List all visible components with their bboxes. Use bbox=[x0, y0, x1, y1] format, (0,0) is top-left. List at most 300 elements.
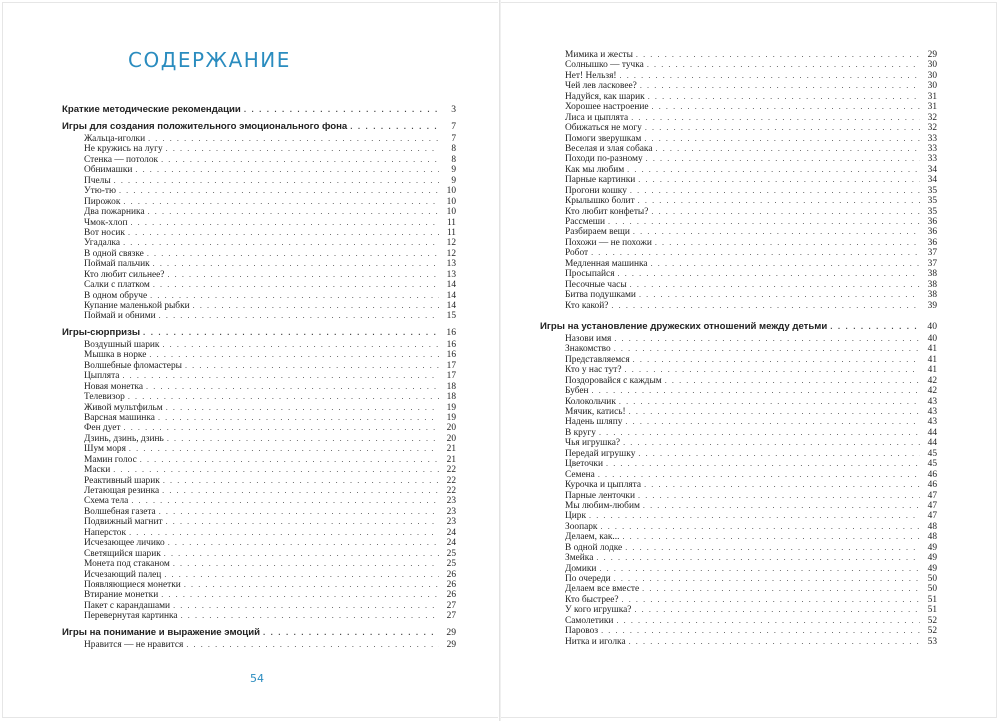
toc-entry bbox=[62, 403, 456, 413]
entry-title: Знакомство bbox=[565, 344, 611, 355]
toc-entry bbox=[540, 438, 937, 448]
entry-page: 22 bbox=[446, 465, 456, 476]
dot-leader bbox=[616, 616, 920, 626]
entry-title: Игры на установление дружеских отношений между детьми bbox=[540, 320, 828, 332]
entry-title: Хорошее настроение bbox=[565, 102, 649, 113]
entry-page: 46 bbox=[927, 469, 937, 480]
entry-page: 36 bbox=[927, 217, 937, 227]
entry-title: Надуйся, как шарик bbox=[565, 91, 645, 102]
dot-leader bbox=[244, 104, 439, 116]
entry-page: 26 bbox=[446, 569, 456, 580]
entry-title: Нитка и иголка bbox=[565, 636, 626, 647]
toc-entry bbox=[540, 154, 937, 164]
entry-page: 8 bbox=[451, 154, 456, 165]
entry-title: В одной связке bbox=[84, 248, 144, 259]
entry-page: 14 bbox=[446, 301, 456, 311]
toc-entry bbox=[540, 301, 937, 311]
entry-page: 18 bbox=[446, 392, 456, 403]
dot-leader bbox=[153, 259, 439, 269]
toc-left-column bbox=[62, 104, 456, 655]
dot-leader bbox=[131, 496, 439, 506]
entry-title: Вот носик bbox=[84, 227, 125, 238]
dot-leader bbox=[648, 92, 920, 102]
entry-title: Пчелы bbox=[84, 175, 111, 186]
page-number: 54 bbox=[250, 672, 264, 685]
entry-page: 38 bbox=[927, 269, 937, 280]
toc-entry bbox=[62, 249, 456, 259]
dot-leader bbox=[147, 249, 439, 259]
entry-page: 33 bbox=[927, 133, 937, 144]
toc-entry bbox=[62, 340, 456, 350]
entry-page: 32 bbox=[927, 112, 937, 123]
toc-entry bbox=[62, 570, 456, 580]
entry-title: Делаем, как... bbox=[565, 532, 620, 543]
entry-page: 32 bbox=[927, 123, 937, 134]
entry-title: Кто какой? bbox=[565, 300, 609, 311]
toc-entry bbox=[540, 584, 937, 594]
entry-page: 36 bbox=[927, 237, 937, 248]
entry-page: 44 bbox=[927, 438, 937, 449]
toc-entry bbox=[540, 459, 937, 469]
entry-title: Цыплята bbox=[84, 371, 120, 382]
entry-title: У кого игрушка? bbox=[565, 605, 632, 616]
toc-section-entry bbox=[62, 327, 456, 339]
entry-title: Крылышко болит bbox=[565, 196, 635, 207]
entry-title: Не кружись на лугу bbox=[84, 144, 163, 155]
dot-leader bbox=[173, 559, 439, 569]
toc-entry bbox=[540, 207, 937, 217]
entry-page: 11 bbox=[446, 227, 456, 238]
toc-entry bbox=[540, 290, 937, 300]
entry-page: 10 bbox=[446, 186, 456, 197]
toc-entry bbox=[540, 144, 937, 154]
toc-entry bbox=[540, 60, 937, 70]
toc-entry bbox=[62, 176, 456, 186]
entry-page: 31 bbox=[927, 102, 937, 113]
entry-page: 53 bbox=[927, 636, 937, 647]
entry-title: Варсная машинка bbox=[84, 412, 155, 423]
entry-page: 25 bbox=[446, 548, 456, 559]
dot-leader bbox=[643, 501, 920, 511]
dot-leader bbox=[599, 428, 920, 438]
entry-page: 36 bbox=[927, 227, 937, 238]
toc-entry bbox=[62, 361, 456, 371]
toc-entry bbox=[540, 532, 937, 542]
entry-page: 27 bbox=[446, 611, 456, 622]
entry-page: 29 bbox=[446, 626, 456, 638]
toc-entry bbox=[62, 301, 456, 311]
dot-leader bbox=[130, 218, 439, 228]
toc-entry bbox=[62, 291, 456, 301]
entry-title: Кто любит сильнее? bbox=[84, 269, 165, 280]
toc-entry bbox=[62, 517, 456, 527]
entry-title: Втирание монетки bbox=[84, 590, 159, 601]
toc-entry bbox=[540, 553, 937, 563]
entry-title: Игры на понимание и выражение эмоций bbox=[62, 626, 261, 638]
toc-entry bbox=[62, 580, 456, 590]
dot-leader bbox=[143, 327, 439, 339]
entry-page: 38 bbox=[927, 279, 937, 290]
dot-leader bbox=[128, 228, 439, 238]
toc-entry bbox=[540, 196, 937, 206]
toc-entry bbox=[62, 155, 456, 165]
entry-title: Кто у нас тут? bbox=[565, 365, 622, 376]
entry-title: В одном обруче bbox=[84, 290, 148, 301]
entry-title: Пакет с карандашами bbox=[84, 600, 171, 611]
entry-page: 24 bbox=[446, 538, 456, 549]
entry-page: 37 bbox=[927, 248, 937, 259]
toc-entry bbox=[62, 455, 456, 465]
dot-leader bbox=[163, 476, 439, 486]
dot-leader bbox=[614, 574, 920, 584]
entry-page: 9 bbox=[451, 175, 456, 186]
entry-page: 39 bbox=[927, 300, 937, 311]
entry-title: Подвижный магнит bbox=[84, 517, 163, 528]
entry-page: 33 bbox=[927, 154, 937, 165]
entry-title: Курочка и цыплята bbox=[565, 480, 642, 491]
entry-page: 20 bbox=[446, 423, 456, 434]
dot-leader bbox=[634, 605, 920, 615]
entry-page: 30 bbox=[927, 60, 937, 71]
dot-leader bbox=[158, 413, 439, 423]
toc-entry bbox=[540, 407, 937, 417]
toc-entry bbox=[62, 311, 456, 321]
dot-leader bbox=[656, 144, 921, 154]
toc-entry bbox=[540, 217, 937, 227]
toc-entry bbox=[540, 355, 937, 365]
toc-entry bbox=[540, 123, 937, 133]
entry-page: 30 bbox=[927, 81, 937, 92]
entry-page: 21 bbox=[446, 444, 456, 455]
dot-leader bbox=[589, 511, 920, 521]
entry-title: Реактивный шарик bbox=[84, 475, 160, 486]
entry-title: Похожи — не похожи bbox=[565, 237, 652, 248]
toc-entry bbox=[62, 465, 456, 475]
entry-title: Парные ленточки bbox=[565, 490, 636, 501]
dot-leader bbox=[159, 507, 439, 517]
toc-entry bbox=[540, 248, 937, 258]
dot-leader bbox=[186, 640, 439, 650]
entry-page: 26 bbox=[446, 579, 456, 590]
entry-page: 50 bbox=[927, 574, 937, 584]
toc-entry bbox=[62, 165, 456, 175]
toc-entry bbox=[540, 269, 937, 279]
dot-leader bbox=[161, 590, 439, 600]
toc-section bbox=[62, 627, 456, 650]
toc-entry bbox=[540, 165, 937, 175]
entry-page: 48 bbox=[927, 532, 937, 543]
toc-entry bbox=[62, 228, 456, 238]
entry-title: Монета под стаканом bbox=[84, 559, 170, 570]
entry-title: Рассмеши bbox=[565, 217, 606, 227]
entry-title: Парные картинки bbox=[565, 175, 636, 186]
entry-page: 51 bbox=[927, 594, 937, 605]
entry-title: Схема тела bbox=[84, 496, 129, 507]
dot-leader bbox=[122, 371, 439, 381]
dot-leader bbox=[119, 186, 439, 196]
toc-entry bbox=[62, 444, 456, 454]
toc-entry bbox=[540, 134, 937, 144]
toc-entry bbox=[62, 371, 456, 381]
entry-page: 19 bbox=[446, 412, 456, 423]
dot-leader bbox=[601, 626, 920, 636]
toc-entry bbox=[540, 616, 937, 626]
entry-title: Дзинь, дзинь, дзинь bbox=[84, 433, 164, 444]
dot-leader bbox=[622, 532, 920, 542]
entry-title: Мы любим-любим bbox=[565, 500, 640, 511]
dot-leader bbox=[611, 301, 920, 311]
dot-leader bbox=[639, 290, 920, 300]
toc-entry bbox=[62, 538, 456, 548]
entry-page: 29 bbox=[927, 50, 937, 60]
dot-leader bbox=[638, 491, 920, 501]
toc-entry bbox=[540, 543, 937, 553]
entry-page: 16 bbox=[446, 339, 456, 350]
entry-page: 8 bbox=[451, 144, 456, 155]
toc-section-entry bbox=[62, 627, 456, 639]
entry-page: 35 bbox=[927, 206, 937, 217]
entry-page: 17 bbox=[446, 371, 456, 382]
dot-leader bbox=[150, 291, 439, 301]
entry-title: Мышка в норке bbox=[84, 350, 147, 361]
dot-leader bbox=[638, 175, 920, 185]
entry-title: Светящийся шарик bbox=[84, 548, 161, 559]
entry-title: Утю-тю bbox=[84, 186, 116, 197]
toc-entry bbox=[62, 280, 456, 290]
toc-entry bbox=[62, 423, 456, 433]
toc-title: СОДЕРЖАНИЕ bbox=[128, 48, 291, 72]
toc-entry bbox=[540, 605, 937, 615]
dot-leader bbox=[164, 549, 439, 559]
dot-leader bbox=[665, 376, 920, 386]
toc-entry bbox=[540, 50, 937, 60]
entry-page: 24 bbox=[446, 527, 456, 538]
entry-page: 44 bbox=[927, 427, 937, 438]
toc-entry bbox=[540, 344, 937, 354]
entry-page: 49 bbox=[927, 553, 937, 564]
entry-title: Просыпайся bbox=[565, 269, 615, 280]
entry-page: 16 bbox=[446, 326, 456, 338]
dot-leader bbox=[618, 269, 920, 279]
toc-entry bbox=[540, 186, 937, 196]
dot-leader bbox=[166, 517, 439, 527]
toc-entry bbox=[540, 386, 937, 396]
entry-page: 47 bbox=[927, 511, 937, 522]
entry-page: 45 bbox=[927, 459, 937, 470]
toc-section bbox=[62, 327, 456, 622]
toc-entry bbox=[62, 197, 456, 207]
entry-title: Лиса и цыплята bbox=[565, 112, 629, 123]
dot-leader bbox=[633, 355, 920, 365]
entry-page: 18 bbox=[446, 381, 456, 392]
toc-section-entry bbox=[540, 321, 937, 333]
dot-leader bbox=[164, 570, 439, 580]
entry-page: 30 bbox=[927, 70, 937, 81]
toc-entry bbox=[540, 626, 937, 636]
entry-page: 25 bbox=[446, 559, 456, 570]
entry-page: 15 bbox=[446, 311, 456, 322]
entry-page: 23 bbox=[446, 517, 456, 528]
toc-entry bbox=[540, 280, 937, 290]
entry-page: 17 bbox=[446, 360, 456, 371]
entry-page: 46 bbox=[927, 480, 937, 491]
dot-leader bbox=[619, 397, 920, 407]
entry-page: 7 bbox=[451, 121, 456, 132]
entry-page: 21 bbox=[446, 454, 456, 465]
dot-leader bbox=[623, 438, 920, 448]
toc-entry bbox=[62, 259, 456, 269]
dot-leader bbox=[601, 522, 921, 532]
entry-title: Змейка bbox=[565, 553, 594, 564]
entry-title: Волшебная газета bbox=[84, 506, 156, 517]
dot-leader bbox=[830, 321, 920, 333]
dot-leader bbox=[636, 50, 920, 60]
entry-page: 23 bbox=[446, 506, 456, 517]
entry-title: Цирк bbox=[565, 511, 587, 522]
toc-entry bbox=[540, 113, 937, 123]
entry-page: 22 bbox=[446, 475, 456, 486]
entry-title: Обнимашки bbox=[84, 165, 133, 176]
dot-leader bbox=[642, 584, 920, 594]
entry-title: Игры для создания положительного эмоционального фона bbox=[62, 121, 348, 132]
toc-entry bbox=[62, 528, 456, 538]
toc-section-entry bbox=[62, 104, 456, 116]
dot-leader bbox=[646, 154, 920, 164]
dot-leader bbox=[159, 311, 439, 321]
entry-title: Мячик, катись! bbox=[565, 407, 626, 417]
entry-page: 49 bbox=[927, 563, 937, 574]
toc-entry bbox=[540, 417, 937, 427]
dot-leader bbox=[148, 134, 439, 144]
entry-title: Поздоровайся с каждым bbox=[565, 375, 662, 386]
book-gutter bbox=[499, 0, 501, 721]
entry-page: 34 bbox=[927, 164, 937, 175]
entry-title: Кто быстрее? bbox=[565, 594, 619, 605]
dot-leader bbox=[630, 280, 920, 290]
entry-page: 20 bbox=[446, 433, 456, 444]
toc-entry bbox=[540, 102, 937, 112]
toc-entry bbox=[540, 564, 937, 574]
dot-leader bbox=[168, 538, 439, 548]
toc-entry bbox=[62, 207, 456, 217]
entry-page: 38 bbox=[927, 290, 937, 301]
toc-entry bbox=[62, 601, 456, 611]
entry-title: Волшебные фломастеры bbox=[84, 360, 182, 371]
dot-leader bbox=[651, 207, 920, 217]
dot-leader bbox=[129, 444, 439, 454]
entry-page: 13 bbox=[446, 269, 456, 280]
entry-title: Обижаться не могу bbox=[565, 123, 642, 134]
toc-entry bbox=[62, 392, 456, 402]
dot-leader bbox=[614, 344, 920, 354]
entry-page: 51 bbox=[927, 605, 937, 616]
entry-page: 11 bbox=[446, 217, 456, 228]
dot-leader bbox=[140, 455, 439, 465]
entry-page: 43 bbox=[927, 417, 937, 428]
entry-page: 13 bbox=[446, 259, 456, 270]
dot-leader bbox=[651, 259, 920, 269]
entry-page: 3 bbox=[451, 104, 456, 115]
dot-leader bbox=[146, 382, 439, 392]
dot-leader bbox=[161, 155, 439, 165]
dot-leader bbox=[625, 365, 920, 375]
toc-entry bbox=[62, 144, 456, 154]
dot-leader bbox=[173, 601, 439, 611]
entry-title: Исчезающий палец bbox=[84, 569, 162, 580]
entry-title: Песочные часы bbox=[565, 279, 627, 290]
entry-title: Как мы любим bbox=[565, 164, 625, 175]
dot-leader bbox=[629, 637, 920, 647]
entry-page: 23 bbox=[446, 496, 456, 507]
toc-entry bbox=[62, 486, 456, 496]
entry-page: 27 bbox=[446, 600, 456, 611]
entry-page: 14 bbox=[446, 280, 456, 291]
dot-leader bbox=[167, 434, 439, 444]
entry-title: Летающая резинка bbox=[84, 486, 160, 496]
entry-page: 14 bbox=[446, 290, 456, 301]
toc-entry bbox=[62, 238, 456, 248]
entry-page: 40 bbox=[927, 320, 937, 332]
entry-page: 52 bbox=[927, 615, 937, 626]
dot-leader bbox=[162, 340, 439, 350]
toc-entry bbox=[540, 175, 937, 185]
entry-title: Разбираем вещи bbox=[565, 227, 630, 238]
dot-leader bbox=[638, 449, 920, 459]
entry-title: Представляемся bbox=[565, 354, 630, 365]
toc-entry bbox=[540, 470, 937, 480]
entry-title: Поймай и обними bbox=[84, 311, 156, 322]
toc-entry bbox=[540, 491, 937, 501]
entry-title: Телевизор bbox=[84, 392, 125, 403]
entry-page: 50 bbox=[927, 584, 937, 595]
dot-leader bbox=[640, 81, 920, 91]
entry-page: 35 bbox=[927, 185, 937, 196]
toc-entry bbox=[540, 480, 937, 490]
dot-leader bbox=[162, 486, 439, 496]
entry-title: Домики bbox=[565, 563, 597, 574]
entry-title: Стенка — потолок bbox=[84, 154, 159, 165]
dot-leader bbox=[599, 564, 920, 574]
entry-title: Чья игрушка? bbox=[565, 438, 621, 449]
entry-page: 10 bbox=[446, 207, 456, 218]
toc-entry bbox=[540, 259, 937, 269]
dot-leader bbox=[592, 386, 920, 396]
dot-leader bbox=[166, 144, 439, 154]
entry-page: 31 bbox=[927, 91, 937, 102]
entry-title: Веселая и злая собака bbox=[565, 143, 653, 154]
entry-title: Прогони кошку bbox=[565, 185, 627, 196]
entry-page: 34 bbox=[927, 175, 937, 186]
dot-leader bbox=[625, 543, 920, 553]
toc-entry bbox=[62, 559, 456, 569]
entry-page: 48 bbox=[927, 521, 937, 532]
entry-title: Нравится — не нравится bbox=[84, 639, 184, 650]
toc-entry bbox=[540, 511, 937, 521]
entry-page: 37 bbox=[927, 258, 937, 269]
entry-title: Салки с платком bbox=[84, 280, 150, 291]
entry-page: 12 bbox=[446, 248, 456, 259]
entry-page: 52 bbox=[927, 626, 937, 637]
entry-title: Передай игрушку bbox=[565, 448, 636, 459]
entry-title: Самолетики bbox=[565, 615, 614, 626]
entry-page: 49 bbox=[927, 542, 937, 553]
dot-leader bbox=[167, 270, 439, 280]
toc-entry bbox=[62, 270, 456, 280]
entry-page: 43 bbox=[927, 396, 937, 407]
entry-page: 22 bbox=[446, 486, 456, 496]
toc-entry bbox=[540, 501, 937, 511]
dot-leader bbox=[655, 238, 920, 248]
